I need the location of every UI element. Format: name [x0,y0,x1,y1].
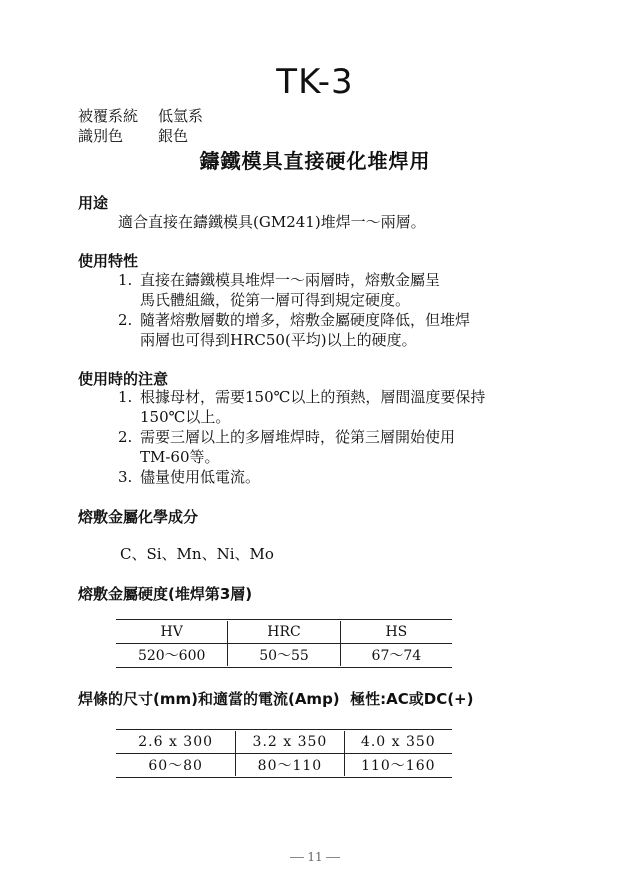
notes-heading: 使用時的注意 [78,370,169,388]
item-line: 隨著熔敷層數的增多，熔敷金屬硬度降低，但堆焊 [140,311,471,329]
item-line: TM-60等。 [140,448,220,466]
item-number: 2. [118,428,133,446]
table-bottom-rule [116,667,452,668]
table-cell: 520～600 [116,644,228,667]
hardness-heading: 熔敷金屬硬度(堆焊第3層) [78,585,253,603]
item-line: 直接在鑄鐵模具堆焊一～兩層時，熔敷金屬呈 [140,271,441,289]
item-line: 根據母材，需要150℃以上的預熱，層間溫度要保持 [140,388,486,406]
page-number: 11 [307,850,323,864]
table-cell: 67～74 [340,644,452,667]
table-bottom-rule [116,777,452,778]
color-id-label: 識別色 [78,127,124,145]
color-id-row [78,125,188,146]
table-header-cell: 3.2 x 350 [236,731,344,754]
item-line: 儘量使用低電流。 [140,468,261,486]
product-subtitle: 鑄鐵模具直接硬化堆焊用 [199,149,431,173]
usage-text: 適合直接在鑄鐵模具(GM241)堆焊一～兩層。 [118,213,426,231]
coating-system-value: 低氫系 [158,107,204,125]
table-header-row [116,621,452,644]
coating-system-row [78,105,203,126]
table-top-rule [116,619,452,620]
coating-system-label: 被覆系統 [78,107,139,125]
table-cell: 60～80 [116,754,236,777]
item-line: 馬氏體組織，從第一層可得到規定硬度。 [140,291,411,309]
hardness-table [116,621,452,666]
polarity-label: 極性:AC或DC(+) [350,690,474,708]
item-line: 150℃以上。 [140,408,231,426]
footer-dash [290,857,304,858]
item-line: 兩層也可得到HRC50(平均)以上的硬度。 [140,331,417,349]
table-row [116,754,452,777]
table-header-cell: HRC [228,621,340,644]
table-row [116,644,452,667]
chemistry-elements: C、Si、Mn、Ni、Mo [120,545,274,563]
table-header-row [116,731,452,754]
current-heading-row [78,688,473,709]
current-heading: 焊條的尺寸(mm)和適當的電流(Amp) [78,690,340,708]
characteristics-item [118,270,470,350]
table-header-cell: 4.0 x 350 [344,731,452,754]
table-header-cell: HS [340,621,452,644]
chemistry-heading: 熔敷金屬化學成分 [78,508,199,526]
table-cell: 110～160 [344,754,452,777]
table-header-cell: HV [116,621,228,644]
characteristics-heading: 使用特性 [78,252,139,270]
item-number: 1. [118,388,133,406]
usage-heading: 用途 [78,194,109,212]
current-table [116,731,452,776]
footer-dash [326,857,340,858]
item-number: 2. [118,311,133,329]
page-footer [0,850,630,864]
table-cell: 80～110 [236,754,344,777]
product-title: TK-3 [276,62,354,102]
color-id-value: 銀色 [158,127,189,145]
notes-list [118,387,485,487]
table-cell: 50～55 [228,644,340,667]
table-header-cell: 2.6 x 300 [116,731,236,754]
item-number: 1. [118,271,133,289]
table-top-rule [116,729,452,730]
item-number: 3. [118,468,133,486]
item-line: 需要三層以上的多層堆焊時，從第三層開始使用 [140,428,456,446]
